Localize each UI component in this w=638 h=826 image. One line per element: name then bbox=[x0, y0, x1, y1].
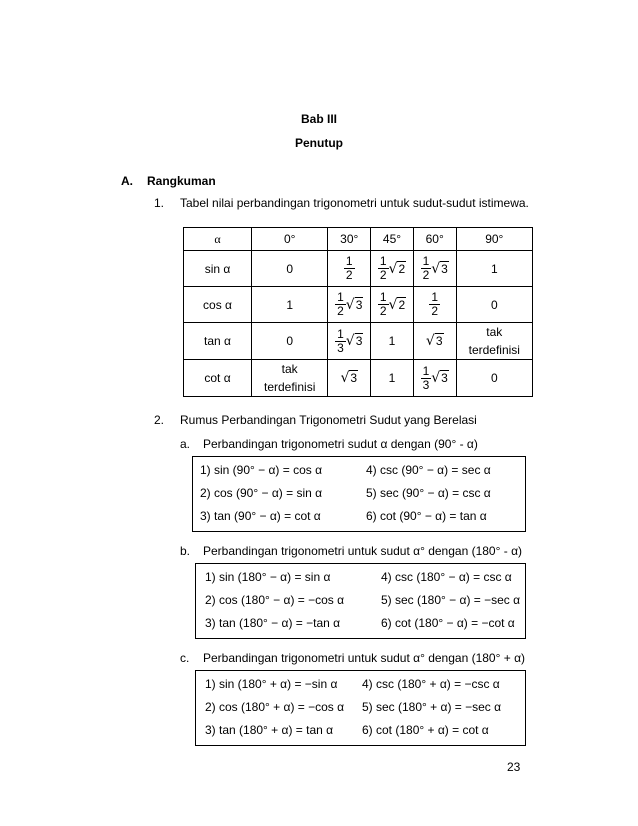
sqrt: √3 bbox=[431, 370, 448, 386]
sub-b-label: b. bbox=[180, 544, 191, 558]
table-cell: 0 bbox=[252, 323, 328, 360]
formula: 5) sec (180° − α) = −sec α bbox=[381, 593, 521, 607]
fraction: $\frac{1}{3}$ bbox=[337, 326, 344, 355]
table-row-tan bbox=[184, 323, 533, 360]
page-number: 23 bbox=[507, 760, 521, 774]
formula: 4) csc (180° + α) = −csc α bbox=[362, 677, 500, 691]
formula: 1) sin (90° − α) = cos α bbox=[200, 463, 323, 477]
fraction: $\frac{1}{2}$ bbox=[345, 254, 353, 282]
table-cell: 1 bbox=[371, 323, 414, 360]
formula: 2) cos (180° − α) = −cos α bbox=[205, 593, 345, 607]
sqrt: √3 bbox=[345, 296, 363, 313]
table-row-sin bbox=[184, 251, 533, 287]
sqrt: √3 bbox=[425, 333, 443, 349]
table-row-cot bbox=[184, 360, 533, 397]
row-label: sin α bbox=[184, 251, 252, 287]
item-2-number: 2. bbox=[154, 413, 165, 427]
row-label: cot α bbox=[184, 360, 252, 397]
sqrt: √3 bbox=[340, 370, 358, 386]
sub-c-label: c. bbox=[180, 651, 190, 665]
chapter-title: Penutup bbox=[295, 136, 343, 150]
table-header-cell: α bbox=[184, 228, 252, 251]
table-cell bbox=[371, 251, 414, 287]
table-cell: tak terdefinisi bbox=[252, 360, 328, 397]
section-title: Rangkuman bbox=[147, 174, 216, 188]
row-label: tan α bbox=[184, 323, 252, 360]
formula: 5) sec (180° + α) = −sec α bbox=[362, 700, 502, 714]
table-cell bbox=[328, 287, 371, 323]
sqrt: √2 bbox=[388, 296, 406, 313]
row-label: cos α bbox=[184, 287, 252, 323]
table-header-cell: 0° bbox=[252, 228, 328, 251]
formula: 3) tan (180° − α) = −tan α bbox=[205, 616, 341, 630]
item-1-text: Tabel nilai perbandingan trigonometri untuk sudut-sudut istimewa. bbox=[180, 196, 529, 210]
formula: 4) csc (180° − α) = csc α bbox=[381, 570, 512, 584]
formula: 5) sec (90° − α) = csc α bbox=[366, 486, 491, 500]
table-header-cell: 90° bbox=[456, 228, 532, 251]
formula: 2) cos (180° + α) = −cos α bbox=[205, 700, 345, 714]
table-header-cell: 60° bbox=[413, 228, 456, 251]
fraction: $\frac{1}{3}$ bbox=[422, 363, 430, 392]
table-cell: 1 bbox=[252, 287, 328, 323]
fraction: $\frac{1}{2}$ bbox=[337, 290, 344, 318]
table-header-cell: 45° bbox=[371, 228, 414, 251]
formula: 3) tan (90° − α) = cot α bbox=[200, 509, 321, 523]
table-cell bbox=[328, 360, 371, 397]
formula: 3) tan (180° + α) = tan α bbox=[205, 723, 334, 737]
table-header-row bbox=[184, 228, 533, 251]
table-row-cos bbox=[184, 287, 533, 323]
table-header-cell: 30° bbox=[328, 228, 371, 251]
table-cell bbox=[413, 251, 456, 287]
fraction: $\frac{1}{2}$ bbox=[379, 290, 387, 318]
table-cell bbox=[413, 287, 456, 323]
fraction: $\frac{1}{2}$ bbox=[431, 290, 439, 318]
sqrt: √3 bbox=[345, 333, 363, 349]
formula: 6) cot (180° − α) = −cot α bbox=[381, 616, 515, 630]
sub-b-text: Perbandingan trigonometri untuk sudut α° dengan (180° - α) bbox=[203, 544, 522, 558]
table-cell bbox=[413, 323, 456, 360]
section-label: A. bbox=[121, 174, 133, 188]
formula: 1) sin (180° − α) = sin α bbox=[205, 570, 331, 584]
table-cell: 0 bbox=[456, 360, 532, 397]
formula: 2) cos (90° − α) = sin α bbox=[200, 486, 323, 500]
formula: 1) sin (180° + α) = −sin α bbox=[205, 677, 338, 691]
table-cell: 0 bbox=[456, 287, 532, 323]
table-cell bbox=[328, 251, 371, 287]
sqrt: √3 bbox=[431, 260, 448, 277]
formula: 6) cot (90° − α) = tan α bbox=[366, 509, 487, 523]
table-cell: tak terdefinisi bbox=[456, 323, 532, 360]
formula: 6) cot (180° + α) = cot α bbox=[362, 723, 489, 737]
table-cell: 1 bbox=[456, 251, 532, 287]
formula: 4) csc (90° − α) = sec α bbox=[366, 463, 491, 477]
table-cell: 1 bbox=[371, 360, 414, 397]
sub-a-text: Perbandingan trigonometri sudut α dengan (90° - α) bbox=[203, 437, 478, 451]
table-cell bbox=[328, 323, 371, 360]
chapter-heading: Bab III bbox=[300, 112, 337, 126]
item-1-number: 1. bbox=[154, 196, 165, 210]
sqrt: √2 bbox=[388, 260, 406, 277]
sub-a-label: a. bbox=[180, 437, 191, 451]
fraction: $\frac{1}{2}$ bbox=[422, 254, 430, 282]
item-2-text: Rumus Perbandingan Trigonometri Sudut yang Berelasi bbox=[180, 413, 477, 427]
fraction: $\frac{1}{2}$ bbox=[379, 254, 387, 282]
sub-c-text: Perbandingan trigonometri untuk sudut α° dengan (180° + α) bbox=[203, 651, 526, 665]
trig-special-angle-table bbox=[183, 227, 533, 397]
table-cell bbox=[413, 360, 456, 397]
table-cell: 0 bbox=[252, 251, 328, 287]
table-cell bbox=[371, 287, 414, 323]
